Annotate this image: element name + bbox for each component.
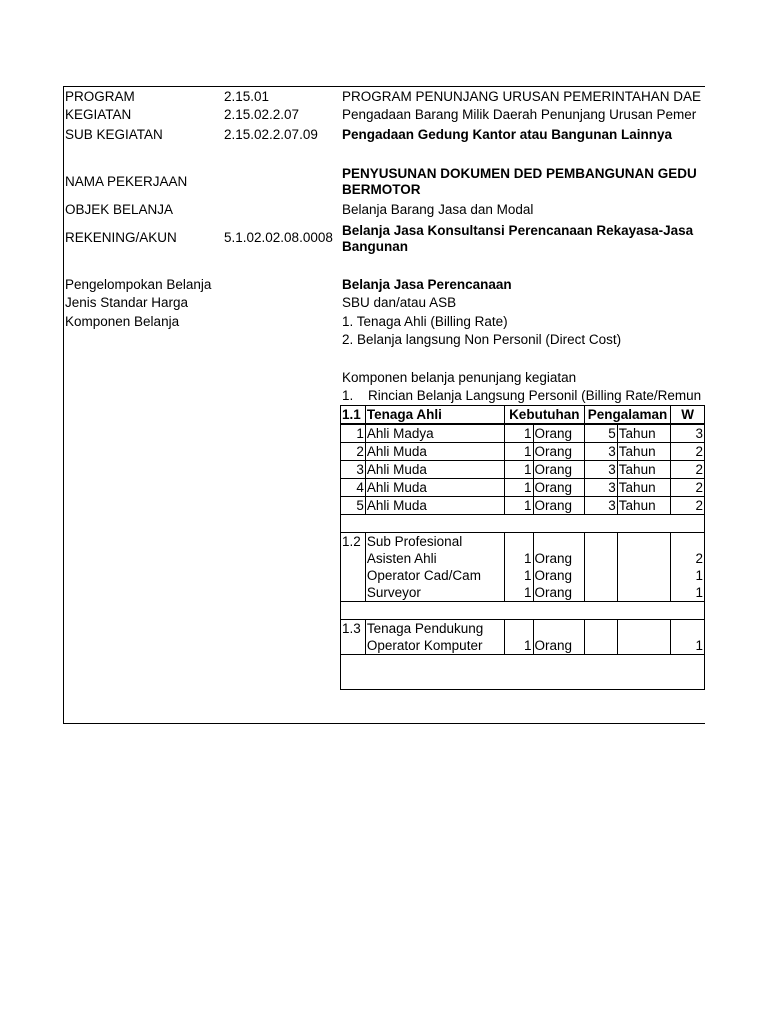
table-row xyxy=(341,550,705,567)
quantity: 1 xyxy=(504,567,533,584)
truncated-value: 2 xyxy=(671,550,705,567)
experience-unit: Tahun xyxy=(617,497,670,515)
personnel-name: Ahli Muda xyxy=(365,479,504,497)
row-number: 5 xyxy=(341,497,366,515)
table-header-row xyxy=(341,406,705,425)
quantity-unit: Orang xyxy=(533,567,584,584)
rekening-code: 5.1.02.02.08.0008 xyxy=(224,230,333,245)
program-label: PROGRAM xyxy=(65,89,135,104)
spacer-row xyxy=(341,655,705,690)
sub-kegiatan-value: Pengadaan Gedung Kantor atau Bangunan Lainnya xyxy=(342,127,673,142)
nama-pekerjaan-line1: PENYUSUNAN DOKUMEN DED PEMBANGUNAN GEDU xyxy=(342,166,697,181)
table-row xyxy=(341,443,705,461)
kegiatan-value: Pengadaan Barang Milik Daerah Penunjang Urusan Pemer xyxy=(342,107,697,122)
table-row xyxy=(341,461,705,479)
quantity: 1 xyxy=(504,497,533,515)
empty-cell xyxy=(617,637,670,655)
spacer-cell xyxy=(341,602,705,620)
personnel-name: Asisten Ahli xyxy=(365,550,504,567)
kegiatan-code: 2.15.02.2.07 xyxy=(224,107,300,122)
empty-cell xyxy=(671,533,705,551)
experience-unit: Tahun xyxy=(617,424,670,443)
empty-cell xyxy=(584,550,617,567)
spacer-row xyxy=(341,515,705,533)
quantity-unit: Orang xyxy=(533,637,584,655)
truncated-value: 2 xyxy=(671,443,705,461)
jenis-standar-label: Jenis Standar Harga xyxy=(65,295,189,310)
spacer-cell xyxy=(341,655,705,690)
nama-pekerjaan-label: NAMA PEKERJAAN xyxy=(65,174,188,189)
empty-cell xyxy=(533,533,584,551)
truncated-value: 2 xyxy=(671,461,705,479)
quantity-unit: Orang xyxy=(533,443,584,461)
quantity-unit: Orang xyxy=(533,550,584,567)
komponen-penunjang: Komponen belanja penunjang kegiatan xyxy=(342,370,577,385)
kegiatan-label: KEGIATAN xyxy=(65,107,132,122)
pengelompokan-value: Belanja Jasa Perencanaan xyxy=(342,277,512,292)
rincian-number: 1. xyxy=(342,388,354,403)
header-kebutuhan: Kebutuhan xyxy=(504,406,584,425)
table-row xyxy=(341,584,705,602)
objek-belanja-value: Belanja Barang Jasa dan Modal xyxy=(342,202,534,217)
komponen-item-1: 1. Tenaga Ahli (Billing Rate) xyxy=(342,314,508,329)
empty-cell xyxy=(584,584,617,602)
empty-cell xyxy=(341,637,366,655)
row-number: 2 xyxy=(341,443,366,461)
empty-cell xyxy=(504,620,533,638)
quantity: 1 xyxy=(504,584,533,602)
pengelompokan-label: Pengelompokan Belanja xyxy=(65,277,212,292)
experience-unit: Tahun xyxy=(617,479,670,497)
quantity: 1 xyxy=(504,443,533,461)
personnel-name: Ahli Muda xyxy=(365,461,504,479)
rekening-label: REKENING/AKUN xyxy=(65,230,177,245)
truncated-value: 2 xyxy=(671,479,705,497)
personnel-name: Ahli Muda xyxy=(365,497,504,515)
empty-cell xyxy=(584,567,617,584)
experience: 3 xyxy=(584,497,617,515)
truncated-value: 3 xyxy=(671,424,705,443)
empty-cell xyxy=(617,620,670,638)
header-no: 1.1 xyxy=(341,406,366,425)
empty-cell xyxy=(617,584,670,602)
personnel-name: Operator Cad/Cam xyxy=(365,567,504,584)
group-title-row xyxy=(341,533,705,551)
quantity: 1 xyxy=(504,461,533,479)
experience: 3 xyxy=(584,461,617,479)
jenis-standar-value: SBU dan/atau ASB xyxy=(342,295,457,310)
header-last: W xyxy=(671,406,705,425)
empty-cell xyxy=(533,620,584,638)
komponen-item-2: 2. Belanja langsung Non Personil (Direct Cost) xyxy=(342,332,622,347)
sub-kegiatan-label: SUB KEGIATAN xyxy=(65,127,163,142)
quantity: 1 xyxy=(504,479,533,497)
objek-belanja-label: OBJEK BELANJA xyxy=(65,202,174,217)
table-row xyxy=(341,424,705,443)
group-title-row xyxy=(341,620,705,638)
spacer-cell xyxy=(341,515,705,533)
table-row xyxy=(341,497,705,515)
quantity: 1 xyxy=(504,424,533,443)
quantity-unit: Orang xyxy=(533,479,584,497)
empty-cell xyxy=(584,533,617,551)
group-title: Tenaga Pendukung xyxy=(365,620,504,638)
quantity: 1 xyxy=(504,637,533,655)
experience: 5 xyxy=(584,424,617,443)
empty-cell xyxy=(617,533,670,551)
truncated-value: 1 xyxy=(671,567,705,584)
row-number: 1 xyxy=(341,424,366,443)
spreadsheet-page xyxy=(63,86,705,724)
group-number: 1.2 xyxy=(341,533,366,551)
empty-cell xyxy=(584,620,617,638)
program-value: PROGRAM PENUNJANG URUSAN PEMERINTAHAN DAE xyxy=(342,89,702,104)
personnel-name: Ahli Muda xyxy=(365,443,504,461)
quantity-unit: Orang xyxy=(533,497,584,515)
personnel-name: Operator Komputer xyxy=(365,637,504,655)
header-pengalaman: Pengalaman xyxy=(584,406,671,425)
nama-pekerjaan-line2: BERMOTOR xyxy=(342,182,421,197)
empty-cell xyxy=(584,637,617,655)
truncated-value: 1 xyxy=(671,584,705,602)
personnel-table xyxy=(340,405,705,690)
empty-cell xyxy=(341,584,366,602)
group-title: Sub Profesional xyxy=(365,533,504,551)
table-row xyxy=(341,637,705,655)
spacer-row xyxy=(341,602,705,620)
sub-kegiatan-code: 2.15.02.2.07.09 xyxy=(224,127,318,142)
personnel-name: Ahli Madya xyxy=(365,424,504,443)
experience: 3 xyxy=(584,443,617,461)
table-row xyxy=(341,479,705,497)
empty-cell xyxy=(671,620,705,638)
rekening-line1: Belanja Jasa Konsultansi Perencanaan Rekayasa-Jasa xyxy=(342,223,694,238)
empty-cell xyxy=(504,533,533,551)
empty-cell xyxy=(341,550,366,567)
quantity-unit: Orang xyxy=(533,461,584,479)
experience-unit: Tahun xyxy=(617,443,670,461)
quantity-unit: Orang xyxy=(533,584,584,602)
experience-unit: Tahun xyxy=(617,461,670,479)
komponen-label: Komponen Belanja xyxy=(65,314,180,329)
group-number: 1.3 xyxy=(341,620,366,638)
row-number: 4 xyxy=(341,479,366,497)
row-number: 3 xyxy=(341,461,366,479)
empty-cell xyxy=(617,550,670,567)
rincian-text: Rincian Belanja Langsung Personil (Billing Rate/Remun xyxy=(368,388,702,403)
program-code: 2.15.01 xyxy=(224,89,270,104)
truncated-value: 1 xyxy=(671,637,705,655)
truncated-value: 2 xyxy=(671,497,705,515)
empty-cell xyxy=(341,567,366,584)
table-row xyxy=(341,567,705,584)
quantity-unit: Orang xyxy=(533,424,584,443)
empty-cell xyxy=(617,567,670,584)
experience: 3 xyxy=(584,479,617,497)
rekening-line2: Bangunan xyxy=(342,239,408,254)
quantity: 1 xyxy=(504,550,533,567)
personnel-name: Surveyor xyxy=(365,584,504,602)
header-name: Tenaga Ahli xyxy=(365,406,504,425)
